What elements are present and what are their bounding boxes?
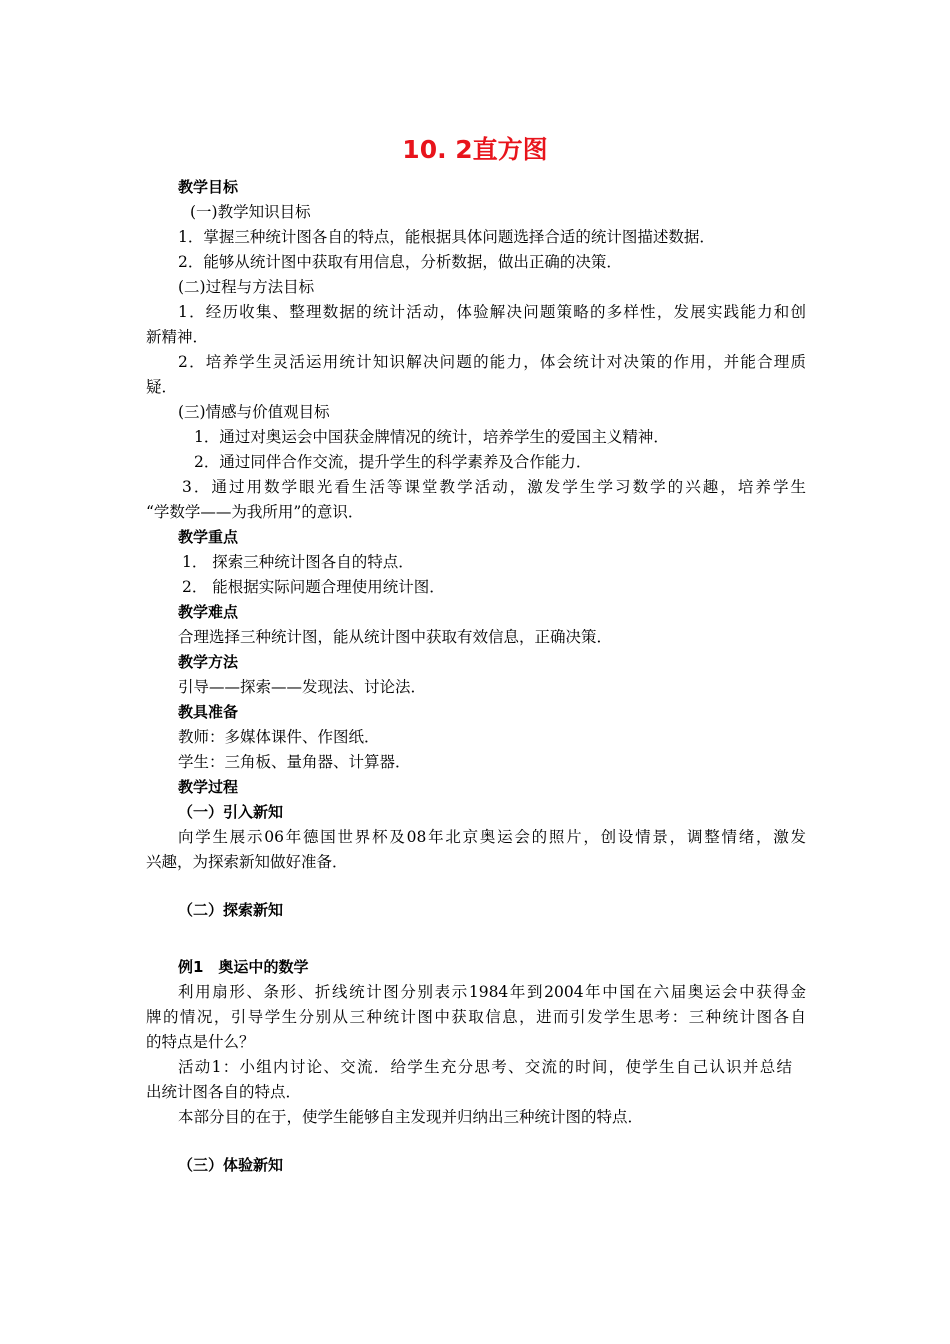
paragraph-line: 3．通过用数学眼光看生活等课堂教学活动，激发学生学习数学的兴趣，培养学生 (182, 478, 806, 496)
paragraph-line: 牌的情况，引导学生分别从三种统计图中获取信息，进而引发学生思考：三种统计图各自 (146, 1008, 806, 1026)
heading-teaching-aids: 教具准备 (178, 703, 239, 721)
paragraph-line: 的特点是什么？ (146, 1033, 255, 1051)
paragraph-line: 引导——探索——发现法、讨论法． (178, 678, 427, 696)
subheading-values-objectives: (三)情感与价值观目标 (178, 403, 330, 421)
subheading-process-objectives: (二)过程与方法目标 (178, 278, 315, 296)
heading-teaching-methods: 教学方法 (178, 653, 239, 671)
paragraph-line: 合理选择三种统计图，能从统计图中获取有效信息，正确决策． (178, 628, 613, 646)
subheading-explore: （二）探索新知 (178, 901, 284, 919)
paragraph-line: 出统计图各自的特点． (146, 1083, 302, 1101)
paragraph-line: 向学生展示06年德国世界杯及08年北京奥运会的照片，创设情景，调整情绪，激发 (178, 828, 806, 846)
paragraph-line: 本部分目的在于，使学生能够自主发现并归纳出三种统计图的特点． (178, 1108, 644, 1126)
paragraph-line: 学生：三角板、量角器、计算器． (178, 753, 411, 771)
paragraph-line: 教师：多媒体课件、作图纸． (178, 728, 380, 746)
heading-key-points: 教学重点 (178, 528, 239, 546)
subheading-knowledge-objectives: (一)教学知识目标 (190, 203, 311, 221)
paragraph-line: 兴趣，为探索新知做好准备． (146, 853, 348, 871)
paragraph-line: 利用扇形、条形、折线统计图分别表示1984年到2004年中国在六届奥运会中获得金 (178, 983, 806, 1001)
heading-teaching-process: 教学过程 (178, 778, 239, 796)
paragraph-line: 1．经历收集、整理数据的统计活动，体验解决问题策略的多样性，发展实践能力和创 (178, 303, 806, 321)
paragraph-line: “学数学——为我所用”的意识． (146, 503, 364, 521)
paragraph-line: 2．通过同伴合作交流，提升学生的科学素养及合作能力． (194, 453, 592, 471)
paragraph-line: 疑． (146, 378, 178, 396)
paragraph-line: 2．能够从统计图中获取有用信息，分析数据，做出正确的决策． (178, 253, 622, 271)
subheading-introduce: （一）引入新知 (178, 803, 284, 821)
heading-difficulties: 教学难点 (178, 603, 239, 621)
paragraph-line: 活动1：小组内讨论、交流．给学生充分思考、交流的时间，使学生自己认识并总结 (178, 1058, 792, 1076)
paragraph-line: 2．培养学生灵活运用统计知识解决问题的能力，体会统计对决策的作用，并能合理质 (178, 353, 806, 371)
paragraph-line: 1．掌握三种统计图各自的特点，能根据具体问题选择合适的统计图描述数据． (178, 228, 715, 246)
list-item: 2． 能根据实际问题合理使用统计图． (182, 578, 445, 596)
list-item: 1． 探索三种统计图各自的特点． (182, 553, 414, 571)
paragraph-line: 新精神． (146, 328, 209, 346)
paragraph-line: 1．通过对奥运会中国获金牌情况的统计，培养学生的爱国主义精神． (194, 428, 669, 446)
document-title: 10. 2直方图 (402, 135, 548, 164)
subheading-experience: （三）体验新知 (178, 1156, 284, 1174)
example-heading: 例1 奥运中的数学 (178, 958, 309, 976)
heading-teaching-objectives: 教学目标 (178, 178, 239, 196)
